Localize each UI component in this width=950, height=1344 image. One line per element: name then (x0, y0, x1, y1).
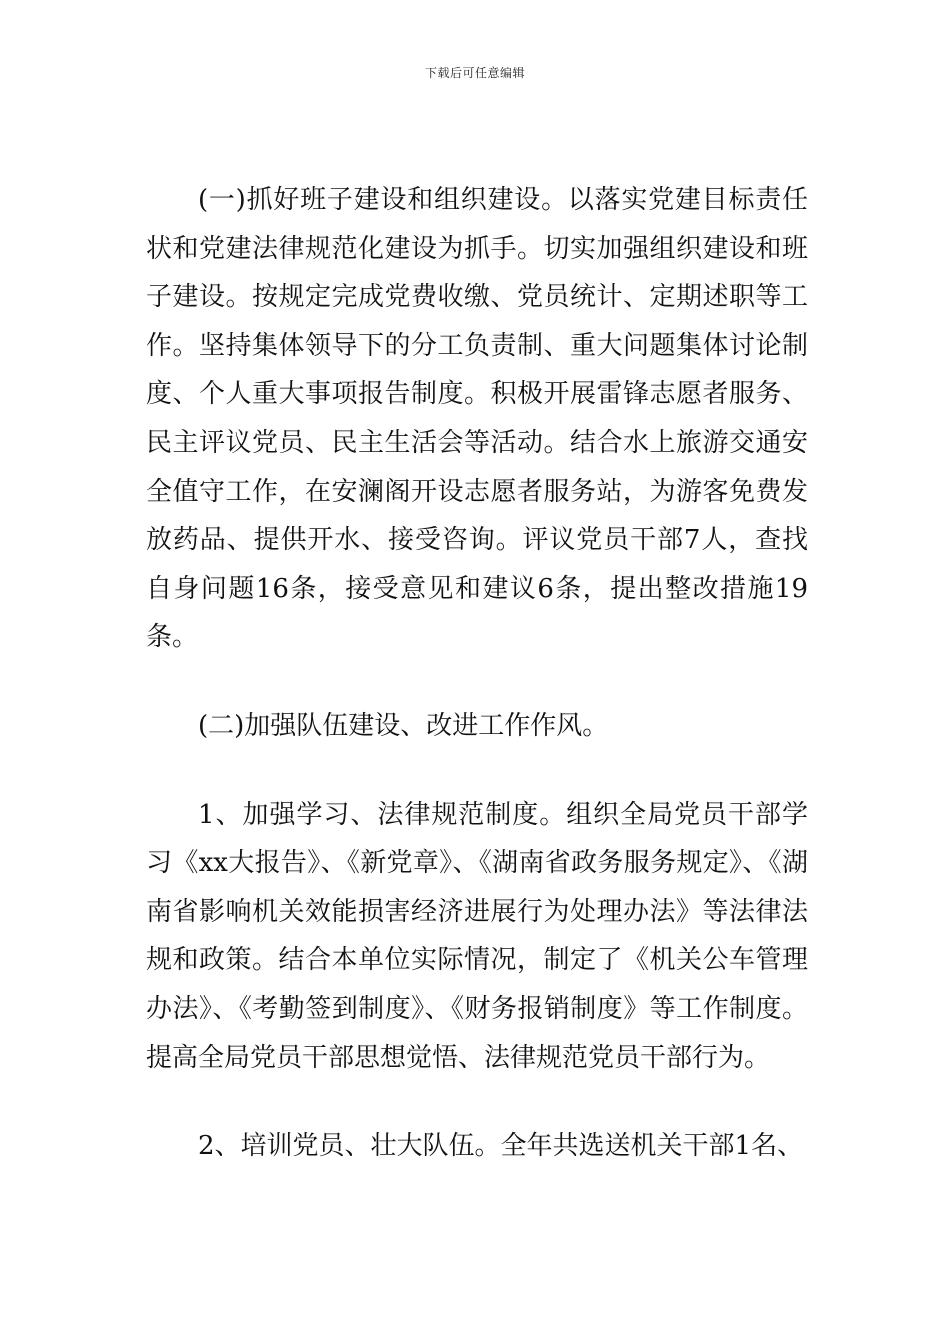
document-body (146, 176, 808, 1171)
paragraph-section-1: (一)抓好班子建设和组织建设。以落实党建目标责任状和党建法律规范化建设为抓手。切实加强组织建设和班子建设。按规定完成党费收缴、党员统计、定期述职等工作。坚持集体领导下的分工负责制、重大问题集体讨论制度、个人重大事项报告制度。积极开展雷锋志愿者服务、民主评议党员、民主生活会等活动。结合水上旅游交通安全值守工作，在安澜阁开设志愿者服务站，为游客免费发放药品、提供开水、接受咨询。评议党员干部7人，查找自身问题16条，接受意见和建议6条，提出整改措施19条。 (146, 185, 808, 653)
paragraph-item-2: 2、培训党员、壮大队伍。全年共选送机关干部1名、 (198, 1131, 804, 1162)
paragraph-section-2-heading: (二)加强队伍建设、改进工作作风。 (198, 710, 609, 741)
page-header: 下载后可任意编辑 (424, 66, 525, 80)
paragraph-item-1: 1、加强学习、法律规范制度。组织全局党员干部学习《xx大报告》、《新党章》、《湖南省政务服务规定》、《湖南省影响机关效能损害经济进展行为处理办法》等法律法规和政策。结合本单位实际情况，制定了《机关公车管理办法》、《考勤签到制度》、《财务报销制度》等工作制度。提高全局党员干部思想觉悟、法律规范党员干部行为。 (146, 799, 808, 1073)
